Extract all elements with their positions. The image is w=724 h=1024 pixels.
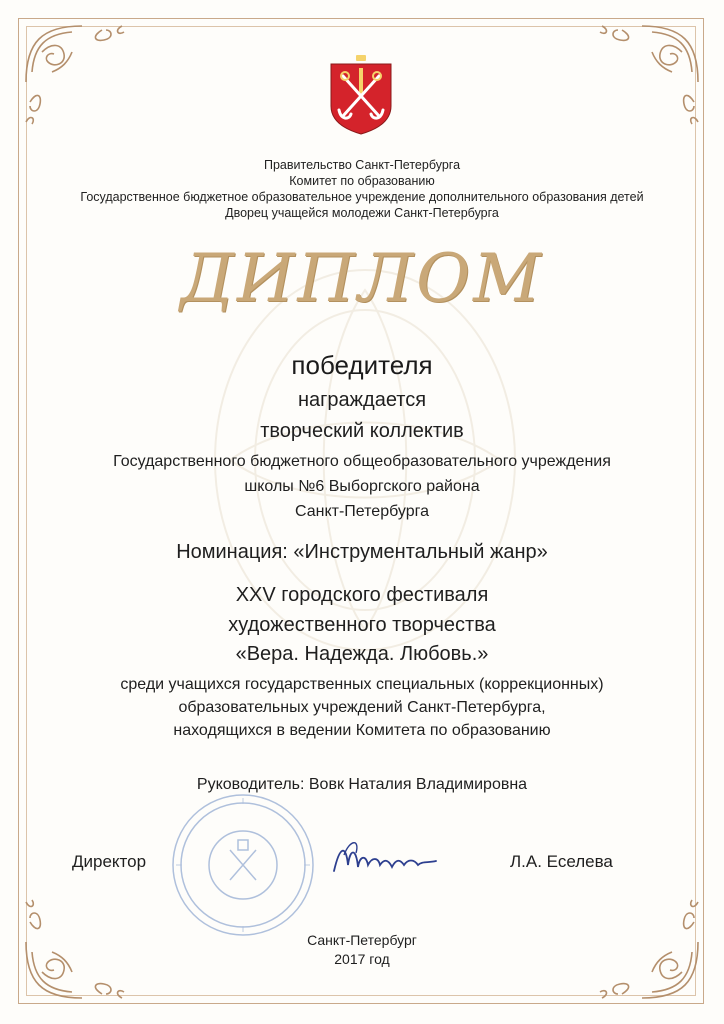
festival-line: XXV городского фестиваля — [235, 584, 489, 606]
nomination-text: Номинация: «Инструментальный жанр» — [176, 541, 548, 563]
header-palace: Дворец учащейся молодежи Санкт-Петербурга — [225, 206, 499, 220]
institution-line: школы №6 Выборгского района — [244, 478, 480, 495]
awarded-text: награждается — [297, 389, 427, 411]
leader-text: Руководитель: Вовк Наталия Владимировна — [196, 776, 528, 793]
participants-line: среди учащихся государственных специальных (коррекционных) — [120, 676, 604, 693]
header-institution: Государственное бюджетное образовательное учреждение дополнительного образования детей — [80, 190, 644, 204]
diploma-title: ДИПЛОМ — [180, 240, 544, 317]
director-label: Директор — [72, 852, 147, 871]
round-seal-stamp-icon — [168, 790, 318, 940]
header-government: Правительство Санкт-Петербурга — [263, 158, 461, 172]
director-name: Л.А. Еселева — [510, 852, 613, 871]
footer-city: Санкт-Петербург — [307, 932, 417, 948]
festival-line: художественного творчества — [228, 614, 496, 636]
header-committee: Комитет по образованию — [289, 174, 435, 188]
floral-corner-ornament-icon — [592, 22, 702, 132]
collective-text: творческий коллектив — [260, 420, 464, 442]
floral-corner-ornament-icon — [22, 22, 132, 132]
participants-line: находящихся в ведении Комитета по образованию — [173, 722, 551, 739]
institution-line: Санкт-Петербурга — [294, 503, 430, 520]
winner-subtitle: победителя — [291, 350, 433, 380]
festival-line: «Вера. Надежда. Любовь.» — [235, 643, 489, 665]
footer-year: 2017 год — [334, 951, 390, 967]
handwritten-signature-icon — [330, 835, 440, 885]
institution-line: Государственного бюджетного общеобразовательного учреждения — [113, 453, 611, 470]
participants-line: образовательных учреждений Санкт-Петербурга, — [178, 699, 546, 716]
saint-petersburg-coat-of-arms-icon — [327, 54, 395, 136]
